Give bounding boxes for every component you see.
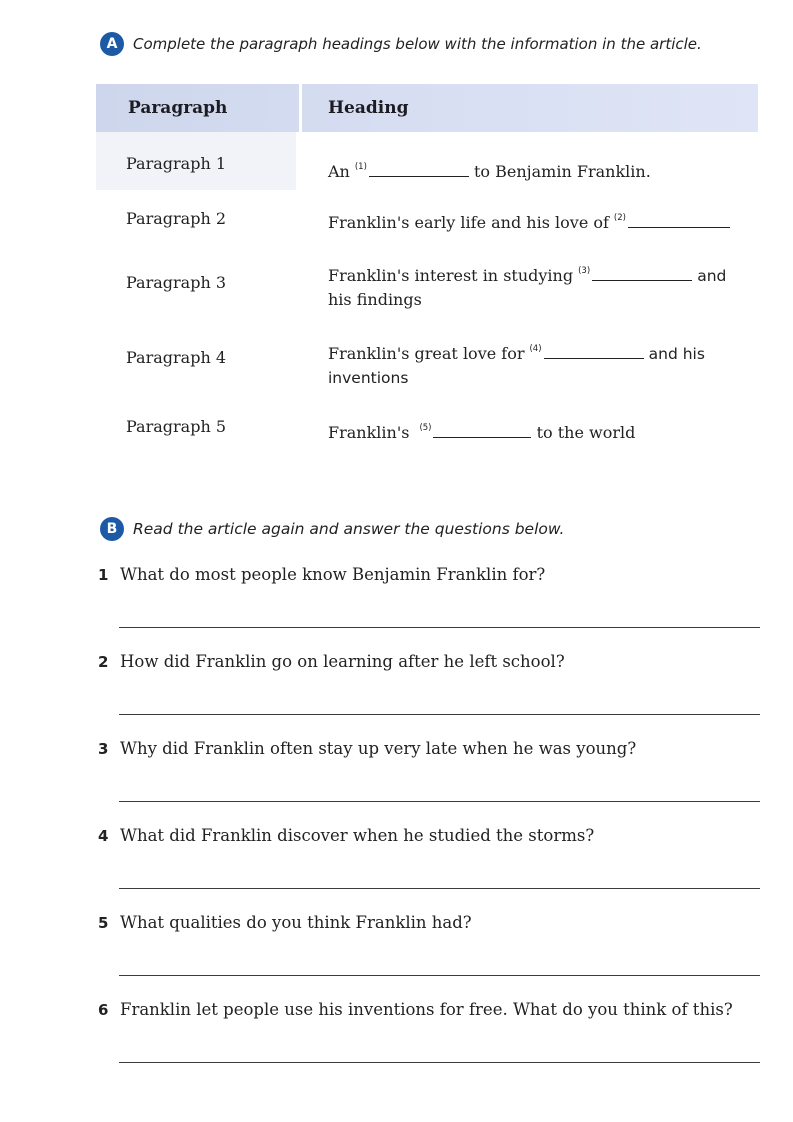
question-3-number: 3 bbox=[98, 740, 109, 758]
heading-1-pre: An bbox=[328, 162, 350, 181]
paragraph-label-4: Paragraph 4 bbox=[126, 348, 227, 367]
blank-number-5: (5) bbox=[419, 423, 432, 433]
heading-2-pre: Franklin's early life and his love of bbox=[328, 213, 609, 232]
question-1-text: What do most people know Benjamin Franklin for? bbox=[120, 565, 546, 584]
blank-2[interactable] bbox=[628, 214, 730, 228]
blank-number-3: (3) bbox=[578, 266, 591, 276]
blank-number-4: (4) bbox=[529, 344, 542, 354]
heading-4-pre: Franklin's great love for bbox=[328, 344, 525, 363]
answer-line-5[interactable] bbox=[119, 975, 760, 976]
blank-4[interactable] bbox=[544, 345, 644, 359]
question-6-number: 6 bbox=[98, 1001, 109, 1019]
heading-5 bbox=[328, 417, 748, 444]
heading-5-pre: Franklin's bbox=[328, 423, 410, 442]
heading-3 bbox=[328, 260, 748, 311]
question-5 bbox=[98, 913, 472, 932]
table-header-paragraph: Paragraph bbox=[128, 98, 228, 118]
question-4-number: 4 bbox=[98, 827, 109, 845]
question-4 bbox=[98, 826, 594, 845]
paragraph-label-1: Paragraph 1 bbox=[126, 154, 227, 173]
paragraph-label-5: Paragraph 5 bbox=[126, 417, 227, 436]
section-b-instruction: Read the article again and answer the questions below. bbox=[133, 520, 565, 538]
question-5-text: What qualities do you think Franklin had? bbox=[120, 913, 472, 932]
answer-line-3[interactable] bbox=[119, 801, 760, 802]
section-a-instruction: Complete the paragraph headings below with the information in the article. bbox=[133, 35, 702, 53]
section-a-badge: A bbox=[100, 32, 124, 56]
section-b-header bbox=[100, 517, 564, 541]
question-1-number: 1 bbox=[98, 566, 109, 584]
blank-5[interactable] bbox=[433, 424, 531, 438]
section-a-header bbox=[100, 32, 702, 56]
paragraph-label-3: Paragraph 3 bbox=[126, 273, 227, 292]
heading-3-pre: Franklin's interest in studying bbox=[328, 266, 574, 285]
heading-4 bbox=[328, 338, 748, 390]
answer-line-1[interactable] bbox=[119, 627, 760, 628]
section-b-badge: B bbox=[100, 517, 124, 541]
question-5-number: 5 bbox=[98, 914, 109, 932]
blank-number-2: (2) bbox=[613, 213, 626, 223]
heading-2 bbox=[328, 207, 748, 234]
blank-1[interactable] bbox=[369, 163, 469, 177]
heading-1 bbox=[328, 156, 748, 183]
question-6 bbox=[98, 1000, 733, 1019]
question-2-text: How did Franklin go on learning after he left school? bbox=[120, 652, 565, 671]
question-2 bbox=[98, 652, 565, 671]
blank-3[interactable] bbox=[592, 267, 692, 281]
heading-3-line2: his findings bbox=[328, 290, 422, 309]
heading-3-post: and bbox=[697, 267, 727, 285]
answer-line-2[interactable] bbox=[119, 714, 760, 715]
question-6-text: Franklin let people use his inventions for free. What do you think of this? bbox=[120, 1000, 733, 1019]
blank-number-1: (1) bbox=[354, 162, 367, 172]
question-1 bbox=[98, 565, 545, 584]
heading-1-post: to Benjamin Franklin. bbox=[474, 162, 651, 181]
question-3 bbox=[98, 739, 636, 758]
question-3-text: Why did Franklin often stay up very late when he was young? bbox=[120, 739, 637, 758]
heading-5-post: to the world bbox=[536, 423, 636, 442]
table-header-heading: Heading bbox=[328, 98, 409, 118]
table-header bbox=[96, 84, 758, 132]
table-header-divider bbox=[299, 84, 302, 132]
heading-4-post: and his bbox=[648, 345, 705, 363]
answer-line-4[interactable] bbox=[119, 888, 760, 889]
answer-line-6[interactable] bbox=[119, 1062, 760, 1063]
paragraph-label-2: Paragraph 2 bbox=[126, 209, 227, 228]
heading-4-line2: inventions bbox=[328, 369, 409, 387]
question-4-text: What did Franklin discover when he studied the storms? bbox=[120, 826, 595, 845]
question-2-number: 2 bbox=[98, 653, 109, 671]
